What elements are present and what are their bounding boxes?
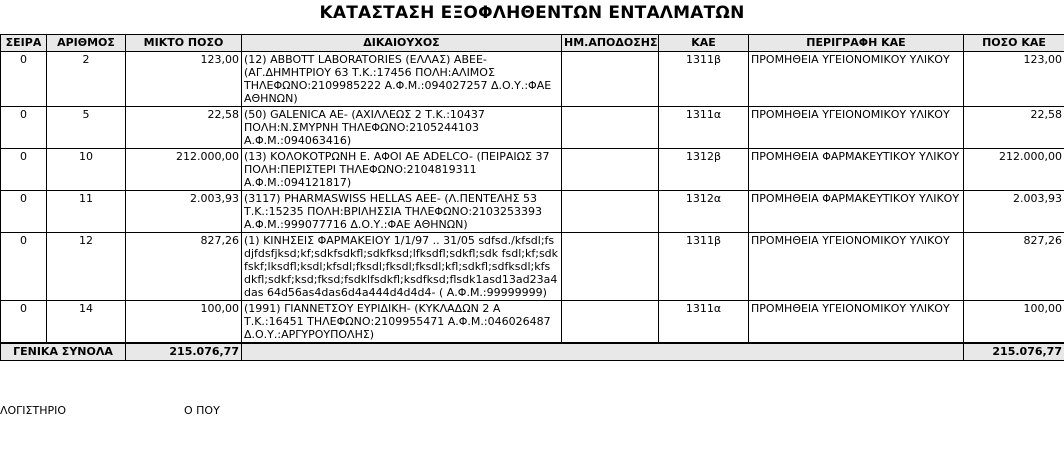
cell-dikaiouxos: (1991) ΓΙΑΝΝΕΤΣΟΥ ΕΥΡΙΔΙΚΗ- (ΚΥΚΛΑΔΩΝ 2 Α Τ.Κ.:16451 ΤΗΛΕΦΩΝΟ:2109955471 Α.Φ.Μ.:046026487 Δ.Ο.Υ.:ΑΡΓΥΡΟΥΠΟΛΗΣ): [242, 301, 562, 344]
cell-hm-apodosis: [562, 149, 659, 191]
cell-seira: 0: [1, 149, 47, 191]
column-header-hm-apodosis: ΗΜ.ΑΠΟΔΟΣΗΣ: [562, 35, 659, 52]
cell-seira: 0: [1, 107, 47, 149]
cell-dikaiouxos: (50) GALENICA ΑΕ- (ΑΧΙΛΛΕΩΣ 2 Τ.Κ.:10437 ΠΟΛΗ:Ν.ΣΜΥΡΝΗ ΤΗΛΕΦΩΝΟ:2105244103 Α.Φ.Μ.:094063416): [242, 107, 562, 149]
cell-hm-apodosis: [562, 107, 659, 149]
cell-perigrafi-kae: ΠΡΟΜΗΘΕΙΑ ΥΓΕΙΟΝΟΜΙΚΟΥ ΥΛΙΚΟΥ: [749, 52, 964, 107]
cell-mikto-poso: 212.000,00: [126, 149, 242, 191]
cell-seira: 0: [1, 301, 47, 344]
cell-arithmos: 2: [47, 52, 126, 107]
table-row: [1, 233, 1064, 301]
totals-label: ΓΕΝΙΚΑ ΣΥΝΟΛΑ: [1, 343, 126, 361]
totals-row: [1, 343, 1064, 361]
cell-perigrafi-kae: ΠΡΟΜΗΘΕΙΑ ΥΓΕΙΟΝΟΜΙΚΟΥ ΥΛΙΚΟΥ: [749, 107, 964, 149]
cell-dikaiouxos: (12) ABBOTT LABORATORIES (ΕΛΛΑΣ) ΑΒΕΕ- (ΑΓ.ΔΗΜΗΤΡΙΟΥ 63 Τ.Κ.:17456 ΠΟΛΗ:ΑΛΙΜΟΣ ΤΗΛΕΦΩΝΟ:2109985222 Α.Φ.Μ.:094027257 Δ.Ο.Υ.:ΦΑΕ ΑΘΗΝΩΝ): [242, 52, 562, 107]
cell-mikto-poso: 22,58: [126, 107, 242, 149]
column-header-dikaiouxos: ΔΙΚΑΙΟΥΧΟΣ: [242, 35, 562, 52]
cell-kae: 1311α: [659, 107, 749, 149]
column-header-poso-kae: ΠΟΣΟ ΚΑΕ: [964, 35, 1064, 52]
table-row: [1, 301, 1064, 344]
cell-perigrafi-kae: ΠΡΟΜΗΘΕΙΑ ΥΓΕΙΟΝΟΜΙΚΟΥ ΥΛΙΚΟΥ: [749, 233, 964, 301]
cell-kae: 1311β: [659, 233, 749, 301]
signature-pou: Ο ΠΟΥ: [184, 404, 220, 417]
cell-mikto-poso: 123,00: [126, 52, 242, 107]
cell-mikto-poso: 2.003,93: [126, 191, 242, 233]
cell-dikaiouxos: (1) ΚΙΝΗΣΕΙΣ ΦΑΡΜΑΚΕΙΟΥ 1/1/97 .. 31/05 sdfsd./kfsdl;fsdjfdsfjksd;kf;sdkfsdkfl;sdkfksd;lfksdfl;sdkfl;sdk fsdl;kf;sdkfskf;lksdfl;ksdl;kfsdl;fksdl;fksdl;fksdl;kfl;sdkfl;sdfksdl;kfs dkfl;sdkf;ksd;fksd;fsdklfsdkfl;ksdfksd;flsdk1asd13ad23a4das 64d56as4das6d4a444d4d4d4- ( Α.Φ.Μ.:99999999): [242, 233, 562, 301]
cell-arithmos: 14: [47, 301, 126, 344]
cell-mikto-poso: 100,00: [126, 301, 242, 344]
table-row: [1, 149, 1064, 191]
table-row: [1, 52, 1064, 107]
cell-poso-kae: 827,26: [964, 233, 1064, 301]
cell-kae: 1311β: [659, 52, 749, 107]
totals-mikto-poso: 215.076,77: [126, 343, 242, 361]
cell-seira: 0: [1, 233, 47, 301]
cell-kae: 1312α: [659, 191, 749, 233]
totals-poso-kae: 215.076,77: [964, 343, 1064, 361]
cell-hm-apodosis: [562, 301, 659, 344]
column-header-perigrafi-kae: ΠΕΡΙΓΡΑΦΗ ΚΑΕ: [749, 35, 964, 52]
cell-arithmos: 11: [47, 191, 126, 233]
column-header-mikto-poso: ΜΙΚΤΟ ΠΟΣΟ: [126, 35, 242, 52]
cell-hm-apodosis: [562, 191, 659, 233]
column-header-kae: ΚΑΕ: [659, 35, 749, 52]
cell-perigrafi-kae: ΠΡΟΜΗΘΕΙΑ ΦΑΡΜΑΚΕΥΤΙΚΟΥ ΥΛΙΚΟΥ: [749, 191, 964, 233]
table-header: [1, 35, 1064, 52]
warrants-table: [0, 34, 1064, 361]
cell-arithmos: 5: [47, 107, 126, 149]
cell-mikto-poso: 827,26: [126, 233, 242, 301]
cell-poso-kae: 100,00: [964, 301, 1064, 344]
page-title: ΚΑΤΑΣΤΑΣΗ ΕΞΟΦΛΗΘΕΝΤΩΝ ΕΝΤΑΛΜΑΤΩΝ: [319, 3, 745, 23]
table-body: [1, 52, 1064, 361]
cell-seira: 0: [1, 52, 47, 107]
cell-seira: 0: [1, 191, 47, 233]
column-header-arithmos: ΑΡΙΘΜΟΣ: [47, 35, 126, 52]
cell-arithmos: 12: [47, 233, 126, 301]
cell-poso-kae: 2.003,93: [964, 191, 1064, 233]
cell-dikaiouxos: (13) ΚΟΛΟΚΟΤΡΩΝΗ Ε. ΑΦΟΙ ΑΕ ADELCO- (ΠΕΙΡΑΙΩΣ 37 ΠΟΛΗ:ΠΕΡΙΣΤΕΡΙ ΤΗΛΕΦΩΝΟ:2104819311 Α.Φ.Μ.:094121817): [242, 149, 562, 191]
cell-poso-kae: 22,58: [964, 107, 1064, 149]
table-row: [1, 107, 1064, 149]
cell-hm-apodosis: [562, 233, 659, 301]
cell-kae: 1312β: [659, 149, 749, 191]
cell-perigrafi-kae: ΠΡΟΜΗΘΕΙΑ ΥΓΕΙΟΝΟΜΙΚΟΥ ΥΛΙΚΟΥ: [749, 301, 964, 344]
cell-perigrafi-kae: ΠΡΟΜΗΘΕΙΑ ΦΑΡΜΑΚΕΥΤΙΚΟΥ ΥΛΙΚΟΥ: [749, 149, 964, 191]
totals-spacer: [242, 343, 964, 361]
signature-accounting: ΛΟΓΙΣΤΗΡΙΟ: [0, 404, 67, 417]
cell-poso-kae: 123,00: [964, 52, 1064, 107]
cell-arithmos: 10: [47, 149, 126, 191]
cell-hm-apodosis: [562, 52, 659, 107]
column-header-seira: ΣΕΙΡΑ: [1, 35, 47, 52]
table-row: [1, 191, 1064, 233]
cell-poso-kae: 212.000,00: [964, 149, 1064, 191]
cell-dikaiouxos: (3117) PHARMASWISS HELLAS ΑΕΕ- (Λ.ΠΕΝΤΕΛΗΣ 53 Τ.Κ.:15235 ΠΟΛΗ:ΒΡΙΛΗΣΣΙΑ ΤΗΛΕΦΩΝΟ:2103253393 Α.Φ.Μ.:999077716 Δ.Ο.Υ.:ΦΑΕ ΑΘΗΝΩΝ): [242, 191, 562, 233]
cell-kae: 1311α: [659, 301, 749, 344]
